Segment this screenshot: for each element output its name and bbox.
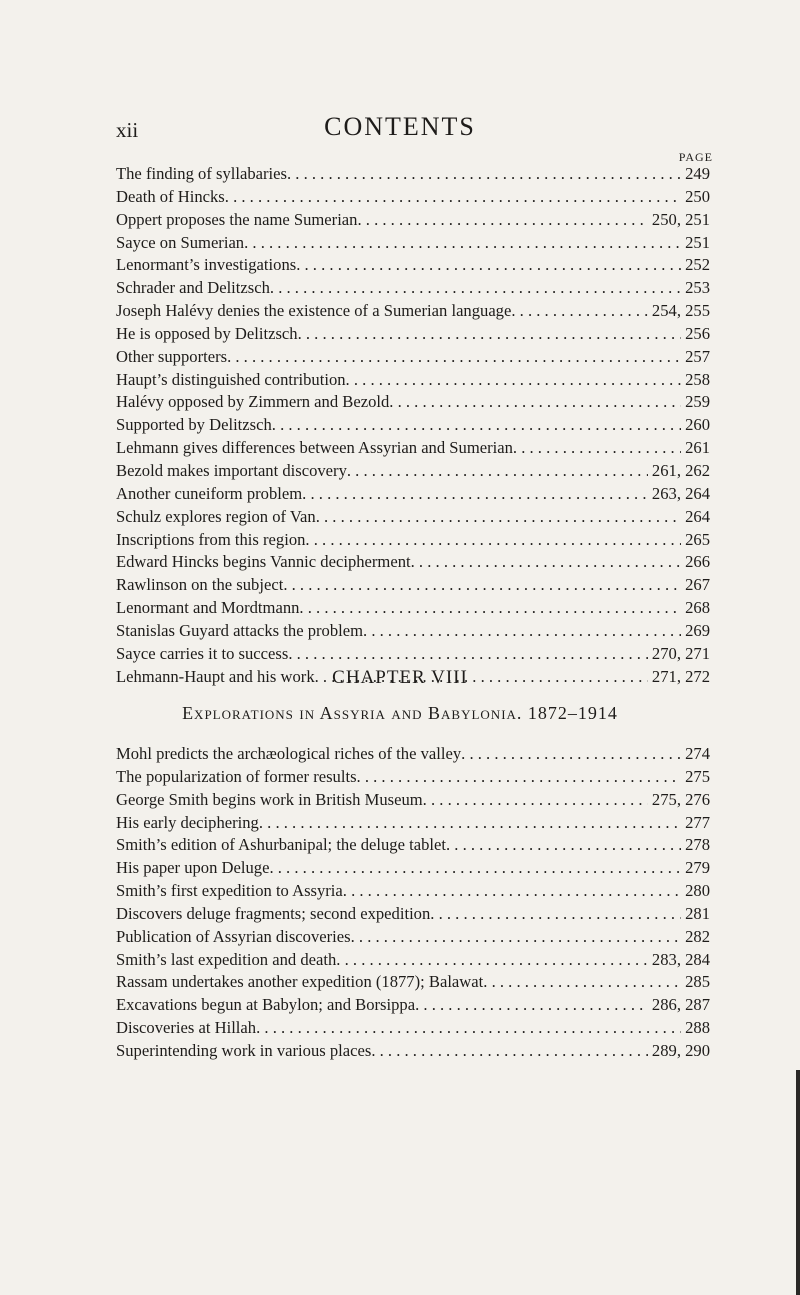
- toc-entry-title: Inscriptions from this region: [116, 529, 306, 549]
- toc-entry: [116, 186, 710, 209]
- toc-entry-pages: 275, 276: [651, 789, 710, 809]
- toc-entry-pages: 250, 251: [651, 209, 710, 229]
- toc-entry: [116, 163, 710, 186]
- dot-leader: [298, 323, 682, 346]
- toc-entry-title: Supported by Delitzsch: [116, 415, 272, 435]
- dot-leader: [225, 186, 681, 209]
- toc-entry-pages: 261: [685, 438, 710, 458]
- dot-leader: [305, 529, 681, 552]
- dot-leader: [346, 369, 682, 392]
- dot-leader: [259, 812, 681, 835]
- toc-entry-pages: 288: [685, 1018, 710, 1038]
- toc-entry-title: Excavations begun at Babylon; and Borsippa: [116, 995, 416, 1015]
- chapter-heading: CHAPTER VIII: [332, 667, 468, 688]
- toc-entry: [116, 277, 710, 300]
- toc-entry-title: Rassam undertakes another expedition (1877); Balawat: [116, 972, 484, 992]
- dot-leader: [483, 971, 681, 994]
- toc-entry-pages: 282: [685, 926, 710, 946]
- toc-entry-pages: 268: [685, 598, 710, 618]
- toc-entry: [116, 926, 710, 949]
- toc-entry-pages: 265: [685, 529, 710, 549]
- toc-entry: [116, 209, 710, 232]
- toc-entry-title: Another cuneiform problem: [116, 483, 303, 503]
- dot-leader: [363, 620, 681, 643]
- toc-entry: [116, 1017, 710, 1040]
- toc-entry-title: Lehmann gives differences between Assyrian and Sumerian: [116, 438, 513, 458]
- toc-entry: [116, 903, 710, 926]
- toc-entry-pages: 289, 290: [651, 1040, 710, 1060]
- toc-entry-pages: 286, 287: [651, 995, 710, 1015]
- toc-entry-pages: 280: [685, 881, 710, 901]
- toc-entry-pages: 264: [685, 506, 710, 526]
- toc-entry-title: Sayce on Sumerian: [116, 232, 245, 252]
- toc-entry-title: Joseph Halévy denies the existence of a Sumerian language: [116, 301, 512, 321]
- toc-entry: [116, 506, 710, 529]
- toc-entry-title: Edward Hincks begins Vannic decipherment: [116, 552, 411, 572]
- toc-entry-title: His early deciphering: [116, 812, 259, 832]
- toc-entry-pages: 279: [685, 858, 710, 878]
- toc-entry-title: Superintending work in various places: [116, 1040, 372, 1060]
- toc-entry-title: Schrader and Delitzsch: [116, 278, 270, 298]
- page-edge-shadow: [796, 1070, 800, 1295]
- dot-leader: [351, 926, 682, 949]
- page-number: xii: [116, 118, 139, 142]
- toc-entry-pages: 283, 284: [651, 949, 710, 969]
- dot-leader: [415, 994, 648, 1017]
- toc-entry-title: Smith’s last expedition and death: [116, 949, 337, 969]
- toc-entry-title: The finding of syllabaries: [116, 164, 287, 183]
- dot-leader: [336, 949, 648, 972]
- toc-entry: [116, 437, 710, 460]
- toc-entry-title: Discovers deluge fragments; second expedition: [116, 903, 431, 923]
- toc-entry: [116, 789, 710, 812]
- dot-leader: [287, 163, 681, 186]
- dot-leader: [347, 460, 648, 483]
- toc-entry-pages: 259: [685, 392, 710, 412]
- toc-entry-pages: 274: [685, 744, 710, 763]
- toc-entry-title: Lehmann-Haupt and his work: [116, 666, 315, 686]
- toc-entry-title: Lenormant’s investigations: [116, 255, 297, 275]
- toc-entry-title: Oppert proposes the name Sumerian: [116, 209, 358, 229]
- toc-entry-pages: 270, 271: [651, 643, 710, 663]
- dot-leader: [288, 643, 648, 666]
- dot-leader: [343, 880, 681, 903]
- toc-entry: [116, 597, 710, 620]
- dot-leader: [357, 766, 682, 789]
- dot-leader: [389, 391, 681, 414]
- toc-entry-pages: 250: [685, 186, 710, 206]
- dot-leader: [316, 506, 681, 529]
- toc-entry-title: Haupt’s distinguished contribution: [116, 369, 346, 389]
- toc-entry: [116, 994, 710, 1017]
- dot-leader: [430, 903, 681, 926]
- toc-entry-pages: 256: [685, 323, 710, 343]
- toc-entry: [116, 323, 710, 346]
- toc-entry: [116, 460, 710, 483]
- dot-leader: [296, 254, 681, 277]
- dot-leader: [227, 346, 681, 369]
- toc-entry: [116, 300, 710, 323]
- toc-entry-pages: 278: [685, 835, 710, 855]
- toc-entry-title: He is opposed by Delitzsch: [116, 323, 298, 343]
- toc-entry: [116, 232, 710, 255]
- toc-entry-title: Halévy opposed by Zimmern and Bezold: [116, 392, 390, 412]
- toc-entry-pages: 260: [685, 415, 710, 435]
- dot-leader: [283, 574, 681, 597]
- toc-entry-pages: 253: [685, 278, 710, 298]
- toc-entry: [116, 414, 710, 437]
- toc-entry-pages: 263, 264: [651, 483, 710, 503]
- toc-entry-pages: 275: [685, 766, 710, 786]
- toc-entry-pages: 252: [685, 255, 710, 275]
- toc-entry: [116, 971, 710, 994]
- toc-entry-title: Discoveries at Hillah: [116, 1018, 257, 1038]
- toc-entry: [116, 949, 710, 972]
- toc-entry-title: Rawlinson on the subject: [116, 575, 284, 595]
- toc-entry: [116, 880, 710, 903]
- dot-leader: [357, 209, 647, 232]
- toc-entry-title: Smith’s first expedition to Assyria: [116, 881, 343, 901]
- toc-entry-pages: 277: [685, 812, 710, 832]
- toc-entry: [116, 369, 710, 392]
- toc-entry: [116, 574, 710, 597]
- dot-leader: [461, 743, 681, 766]
- dot-leader: [446, 834, 681, 857]
- dot-leader: [244, 232, 681, 255]
- toc-entry-title: Stanislas Guyard attacks the problem: [116, 620, 364, 640]
- running-title: CONTENTS: [324, 112, 476, 141]
- toc-entry: [116, 1040, 710, 1063]
- toc-entry: [116, 812, 710, 835]
- toc-entry: [116, 551, 710, 574]
- toc-entry-pages: 251: [685, 232, 710, 252]
- toc-entry-title: His paper upon Deluge: [116, 858, 270, 878]
- dot-leader: [371, 1040, 648, 1063]
- toc-entry-pages: 249: [685, 164, 710, 183]
- toc-entry-title: Bezold makes important discovery: [116, 460, 347, 480]
- toc-entry-pages: 254, 255: [651, 301, 710, 321]
- dot-leader: [302, 483, 648, 506]
- page-header: [0, 112, 800, 142]
- dot-leader: [411, 551, 681, 574]
- toc-entry: [116, 483, 710, 506]
- toc-entry-title: Schulz explores region of Van: [116, 506, 316, 526]
- toc-entry-pages: 269: [685, 620, 710, 640]
- toc-entry: [116, 643, 710, 666]
- dot-leader: [270, 277, 681, 300]
- toc-entry-title: The popularization of former results: [116, 766, 357, 786]
- page-column-label: PAGE: [678, 150, 713, 164]
- toc-entry-title: Publication of Assyrian discoveries: [116, 926, 351, 946]
- toc-entry-pages: 267: [685, 575, 710, 595]
- chapter-subtitle: Explorations in Assyria and Babylonia. 1872–1914: [182, 703, 618, 723]
- toc-entry-pages: 258: [685, 369, 710, 389]
- toc-entry: [116, 346, 710, 369]
- dot-leader: [272, 414, 681, 437]
- toc-entry: [116, 254, 710, 277]
- contents-list-part-2: [116, 743, 710, 1063]
- toc-entry: [116, 529, 710, 552]
- toc-entry: [116, 391, 710, 414]
- toc-entry: [116, 743, 710, 766]
- toc-entry-pages: 257: [685, 346, 710, 366]
- toc-entry: [116, 766, 710, 789]
- dot-leader: [256, 1017, 681, 1040]
- dot-leader: [269, 857, 681, 880]
- dot-leader: [299, 597, 681, 620]
- dot-leader: [511, 300, 648, 323]
- toc-entry-pages: 261, 262: [651, 460, 710, 480]
- toc-entry-pages: 285: [685, 972, 710, 992]
- toc-entry-title: Lenormant and Mordtmann: [116, 598, 300, 618]
- toc-entry: [116, 834, 710, 857]
- contents-list-part-1: [116, 163, 710, 688]
- toc-entry-title: Death of Hincks: [116, 186, 225, 206]
- toc-entry-pages: 266: [685, 552, 710, 572]
- toc-entry-title: George Smith begins work in British Museum: [116, 789, 423, 809]
- toc-entry: [116, 857, 710, 880]
- toc-entry: [116, 620, 710, 643]
- toc-entry-title: Sayce carries it to success: [116, 643, 289, 663]
- toc-entry-pages: 281: [685, 903, 710, 923]
- toc-entry-title: Smith’s edition of Ashurbanipal; the deluge tablet: [116, 835, 446, 855]
- toc-entry-title: Mohl predicts the archæological riches of the valley: [116, 744, 462, 763]
- toc-entry-pages: 271, 272: [651, 666, 710, 686]
- toc-entry-title: Other supporters: [116, 346, 228, 366]
- dot-leader: [513, 437, 681, 460]
- dot-leader: [423, 789, 648, 812]
